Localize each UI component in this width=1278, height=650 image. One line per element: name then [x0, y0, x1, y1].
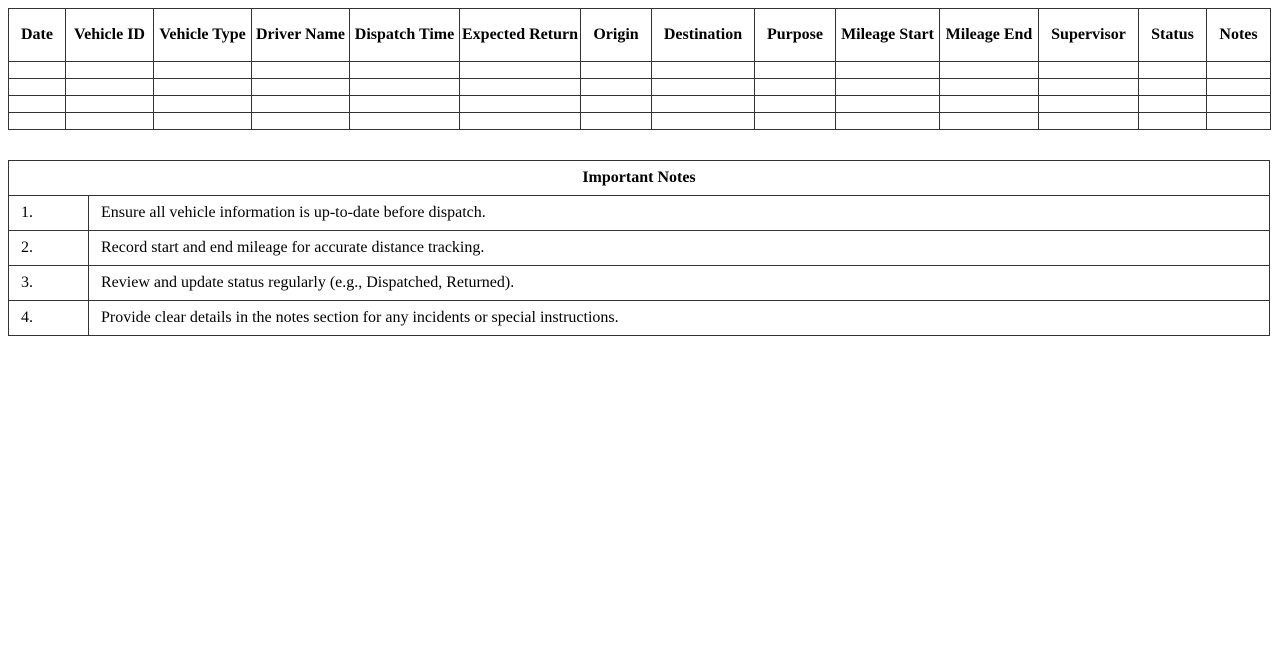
note-number: 4. — [9, 301, 89, 336]
note-number: 1. — [9, 196, 89, 231]
note-text: Provide clear details in the notes section for any incidents or special instructions. — [89, 301, 1270, 336]
note-row — [9, 196, 1270, 231]
table-row — [9, 79, 1271, 96]
table-cell[interactable] — [252, 79, 350, 96]
table-cell[interactable] — [1207, 113, 1271, 130]
column-header: Mileage Start — [836, 9, 940, 62]
note-row — [9, 301, 1270, 336]
column-header: Status — [1139, 9, 1207, 62]
table-cell[interactable] — [252, 96, 350, 113]
table-cell[interactable] — [66, 113, 154, 130]
table-cell[interactable] — [755, 113, 836, 130]
column-header: Notes — [1207, 9, 1271, 62]
table-row — [9, 113, 1271, 130]
column-header: Mileage End — [940, 9, 1039, 62]
table-cell[interactable] — [460, 62, 581, 79]
note-number: 2. — [9, 231, 89, 266]
table-cell[interactable] — [581, 113, 652, 130]
column-header: Origin — [581, 9, 652, 62]
table-cell[interactable] — [1039, 62, 1139, 79]
table-cell[interactable] — [154, 79, 252, 96]
table-cell[interactable] — [836, 113, 940, 130]
column-header: Supervisor — [1039, 9, 1139, 62]
table-row — [9, 62, 1271, 79]
dispatch-log-table — [8, 8, 1271, 130]
table-cell[interactable] — [940, 113, 1039, 130]
table-cell[interactable] — [940, 79, 1039, 96]
table-cell[interactable] — [1139, 96, 1207, 113]
table-cell[interactable] — [755, 96, 836, 113]
table-cell[interactable] — [1207, 62, 1271, 79]
column-header: Expected Return — [460, 9, 581, 62]
table-cell[interactable] — [9, 113, 66, 130]
table-cell[interactable] — [1039, 113, 1139, 130]
table-cell[interactable] — [154, 62, 252, 79]
table-cell[interactable] — [755, 62, 836, 79]
table-cell[interactable] — [940, 62, 1039, 79]
note-number: 3. — [9, 266, 89, 301]
table-cell[interactable] — [940, 96, 1039, 113]
table-cell[interactable] — [350, 96, 460, 113]
table-cell[interactable] — [460, 96, 581, 113]
table-cell[interactable] — [350, 62, 460, 79]
table-cell[interactable] — [66, 79, 154, 96]
table-cell[interactable] — [9, 96, 66, 113]
note-row — [9, 231, 1270, 266]
table-row — [9, 96, 1271, 113]
table-cell[interactable] — [9, 62, 66, 79]
table-cell[interactable] — [755, 79, 836, 96]
table-cell[interactable] — [652, 62, 755, 79]
column-header: Driver Name — [252, 9, 350, 62]
table-cell[interactable] — [1039, 96, 1139, 113]
table-cell[interactable] — [581, 62, 652, 79]
table-cell[interactable] — [460, 79, 581, 96]
table-cell[interactable] — [1039, 79, 1139, 96]
table-cell[interactable] — [9, 79, 66, 96]
notes-title: Important Notes — [9, 161, 1270, 196]
table-cell[interactable] — [1207, 79, 1271, 96]
column-header: Destination — [652, 9, 755, 62]
table-cell[interactable] — [350, 113, 460, 130]
table-cell[interactable] — [836, 62, 940, 79]
table-cell[interactable] — [350, 79, 460, 96]
table-cell[interactable] — [652, 79, 755, 96]
table-cell[interactable] — [154, 113, 252, 130]
table-cell[interactable] — [252, 113, 350, 130]
table-cell[interactable] — [652, 96, 755, 113]
table-cell[interactable] — [1139, 79, 1207, 96]
table-cell[interactable] — [836, 96, 940, 113]
table-cell[interactable] — [836, 79, 940, 96]
note-text: Record start and end mileage for accurate distance tracking. — [89, 231, 1270, 266]
note-text: Review and update status regularly (e.g., Dispatched, Returned). — [89, 266, 1270, 301]
header-row — [9, 9, 1271, 62]
column-header: Vehicle ID — [66, 9, 154, 62]
table-cell[interactable] — [252, 62, 350, 79]
table-cell[interactable] — [66, 96, 154, 113]
column-header: Vehicle Type — [154, 9, 252, 62]
note-row — [9, 266, 1270, 301]
note-text: Ensure all vehicle information is up-to-date before dispatch. — [89, 196, 1270, 231]
column-header: Purpose — [755, 9, 836, 62]
table-cell[interactable] — [66, 62, 154, 79]
important-notes-table — [8, 160, 1270, 336]
table-cell[interactable] — [652, 113, 755, 130]
table-cell[interactable] — [460, 113, 581, 130]
column-header: Date — [9, 9, 66, 62]
table-cell[interactable] — [1139, 113, 1207, 130]
table-cell[interactable] — [581, 79, 652, 96]
table-cell[interactable] — [1207, 96, 1271, 113]
table-cell[interactable] — [1139, 62, 1207, 79]
table-cell[interactable] — [581, 96, 652, 113]
table-cell[interactable] — [154, 96, 252, 113]
column-header: Dispatch Time — [350, 9, 460, 62]
